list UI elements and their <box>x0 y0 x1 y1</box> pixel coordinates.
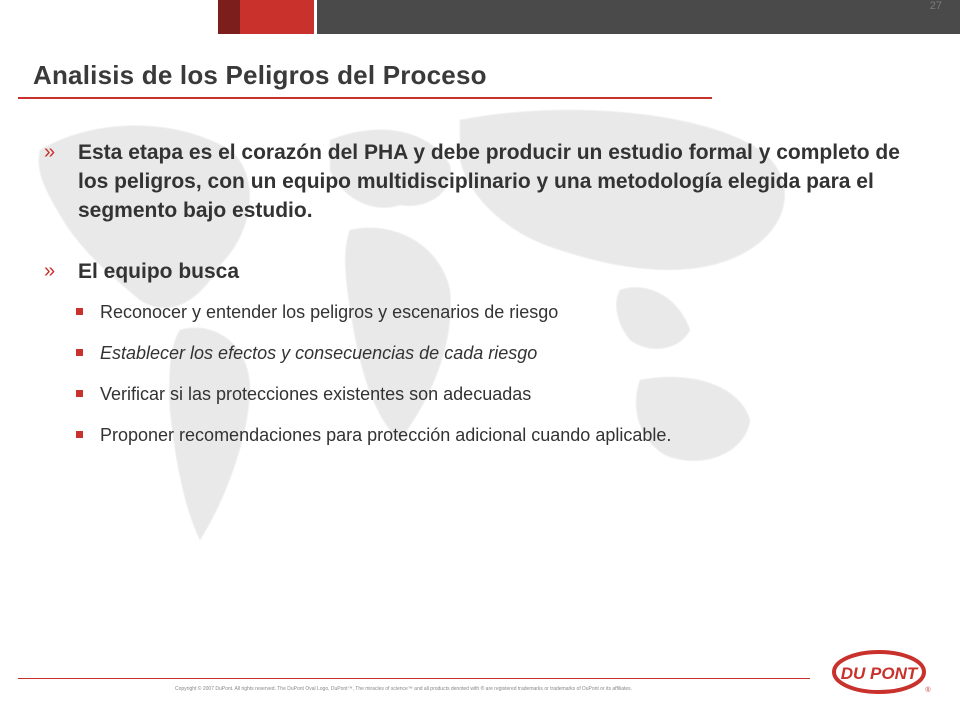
bullet-marker: » <box>44 141 56 163</box>
logo-text: DU PONT <box>840 664 918 683</box>
sub-bullet-item: Verificar si las protecciones existentes son adecuadas <box>44 382 904 406</box>
copyright-notice: Copyright © 2007 DuPont. All rights reserved. The DuPont Oval Logo, DuPont™, The miracles of science™ and all products denoted with ® are registered trademarks or trademarks of DuPont or its affiliates. <box>175 686 633 692</box>
sub-bullet-list <box>44 300 904 447</box>
bullet-1-text: Esta etapa es el corazón del PHA y debe producir un estudio formal y completo de los peligros, con un equipo multidisciplinario y una metodología elegida para el segmento bajo estudio. <box>78 141 900 222</box>
square-bullet-icon <box>76 431 83 438</box>
sub-bullet-item: Establecer los efectos y consecuencias de cada riesgo <box>44 341 904 365</box>
bullet-marker: » <box>44 260 56 282</box>
banner-gray-bar <box>317 0 960 34</box>
slide-content <box>44 138 904 464</box>
banner-dark-red-block <box>218 0 240 34</box>
sub-bullet-item: Reconocer y entender los peligros y escenarios de riesgo <box>44 300 904 324</box>
banner-red-block <box>240 0 314 34</box>
slide-title: Analisis de los Peligros del Proceso <box>33 60 487 90</box>
square-bullet-icon <box>76 349 83 356</box>
title-underline <box>18 97 712 99</box>
dupont-logo <box>830 648 934 696</box>
sub-bullet-item: Proponer recomendaciones para protección adicional cuando aplicable. <box>44 423 904 447</box>
footer-rule <box>18 678 810 679</box>
bullet-2-text: El equipo busca <box>78 260 240 283</box>
square-bullet-icon <box>76 390 83 397</box>
page-number: 27 <box>929 0 942 12</box>
top-banner <box>0 0 960 34</box>
bullet-1 <box>44 138 904 225</box>
square-bullet-icon <box>76 308 83 315</box>
bullet-2 <box>44 257 904 286</box>
registered-mark: ® <box>925 687 931 694</box>
